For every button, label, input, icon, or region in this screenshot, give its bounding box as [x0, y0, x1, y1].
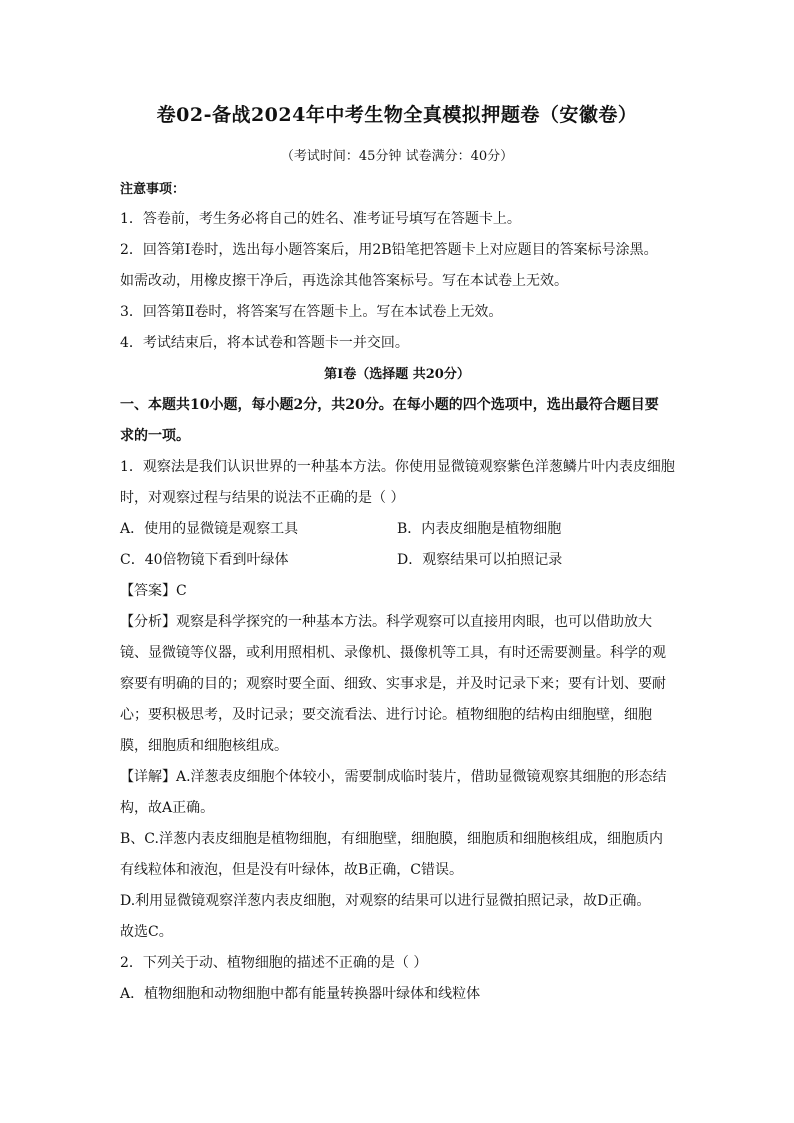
q1-option-b: B．内表皮细胞是植物细胞: [397, 521, 562, 537]
q1-analysis: 镜、显微镜等仪器，或利用照相机、录像机、摄像机等工具，有时还需要测量。科学的观: [120, 645, 666, 661]
note-item: 2．回答第Ⅰ卷时，选出每小题答案后，用2B铅笔把答题卡上对应题目的答案标号涂黑。: [120, 242, 658, 258]
q1-detail: D.利用显微镜观察洋葱内表皮细胞，对观察的结果可以进行显微拍照记录，故D正确。: [120, 893, 651, 909]
q1-detail: B、C.洋葱内表皮细胞是植物细胞，有细胞壁，细胞膜，细胞质和细胞核组成，细胞质内: [120, 831, 663, 847]
q1-answer: 【答案】C: [120, 583, 187, 599]
section-heading: 第Ⅰ卷（选择题 共20分）: [324, 367, 470, 382]
q1-analysis: 心；要积极思考，及时记录；要交流看法、进行讨论。植物细胞的结构由细胞壁，细胞: [120, 707, 652, 723]
section-instruction: 一、本题共10小题，每小题2分，共20分。在每小题的四个选项中，选出最符合题目要: [120, 397, 659, 413]
note-item: 4．考试结束后，将本试卷和答题卡一并交回。: [120, 335, 409, 351]
note-item: 1．答卷前，考生务必将自己的姓名、准考证号填写在答题卡上。: [120, 211, 521, 227]
question-2-stem: 2．下列关于动、植物细胞的描述不正确的是（ ）: [120, 955, 428, 971]
page-title: 卷02-备战2024年中考生物全真模拟押题卷（安徽卷）: [156, 104, 638, 126]
question-1-stem: 时，对观察过程与结果的说法不正确的是（ ）: [120, 490, 405, 506]
exam-info: （考试时间：45分钟 试卷满分：40分）: [280, 149, 514, 164]
q1-detail: 【详解】A.洋葱表皮细胞个体较小，需要制成临时装片，借助显微镜观察其细胞的形态结: [120, 769, 667, 785]
note-item: 如需改动，用橡皮擦干净后，再选涂其他答案标号。写在本试卷上无效。: [120, 273, 568, 289]
q1-option-a: A．使用的显微镜是观察工具: [120, 521, 299, 537]
q2-option-a: A．植物细胞和动物细胞中都有能量转换器叶绿体和线粒体: [120, 986, 481, 1002]
question-1-stem: 1．观察法是我们认识世界的一种基本方法。你使用显微镜观察紫色洋葱鳞片叶内表皮细胞: [120, 459, 675, 475]
q1-detail: 构，故A正确。: [120, 800, 215, 816]
notes-heading: 注意事项：: [120, 182, 186, 197]
q1-analysis: 膜，细胞质和细胞核组成。: [120, 738, 288, 754]
note-item: 3．回答第Ⅱ卷时，将答案写在答题卡上。写在本试卷上无效。: [120, 304, 503, 320]
q1-option-d: D．观察结果可以拍照记录: [397, 552, 563, 568]
q1-detail: 故选C。: [120, 924, 173, 940]
section-instruction: 求的一项。: [120, 428, 190, 444]
q1-option-c: C．40倍物镜下看到叶绿体: [120, 552, 289, 568]
q1-detail: 有线粒体和液泡，但是没有叶绿体，故B正确，C错误。: [120, 862, 463, 878]
q1-analysis: 察要有明确的目的；观察时要全面、细致、实事求是，并及时记录下来；要有计划、要耐: [120, 676, 666, 692]
q1-analysis: 【分析】观察是科学探究的一种基本方法。科学观察可以直接用肉眼，也可以借助放大: [120, 614, 652, 630]
